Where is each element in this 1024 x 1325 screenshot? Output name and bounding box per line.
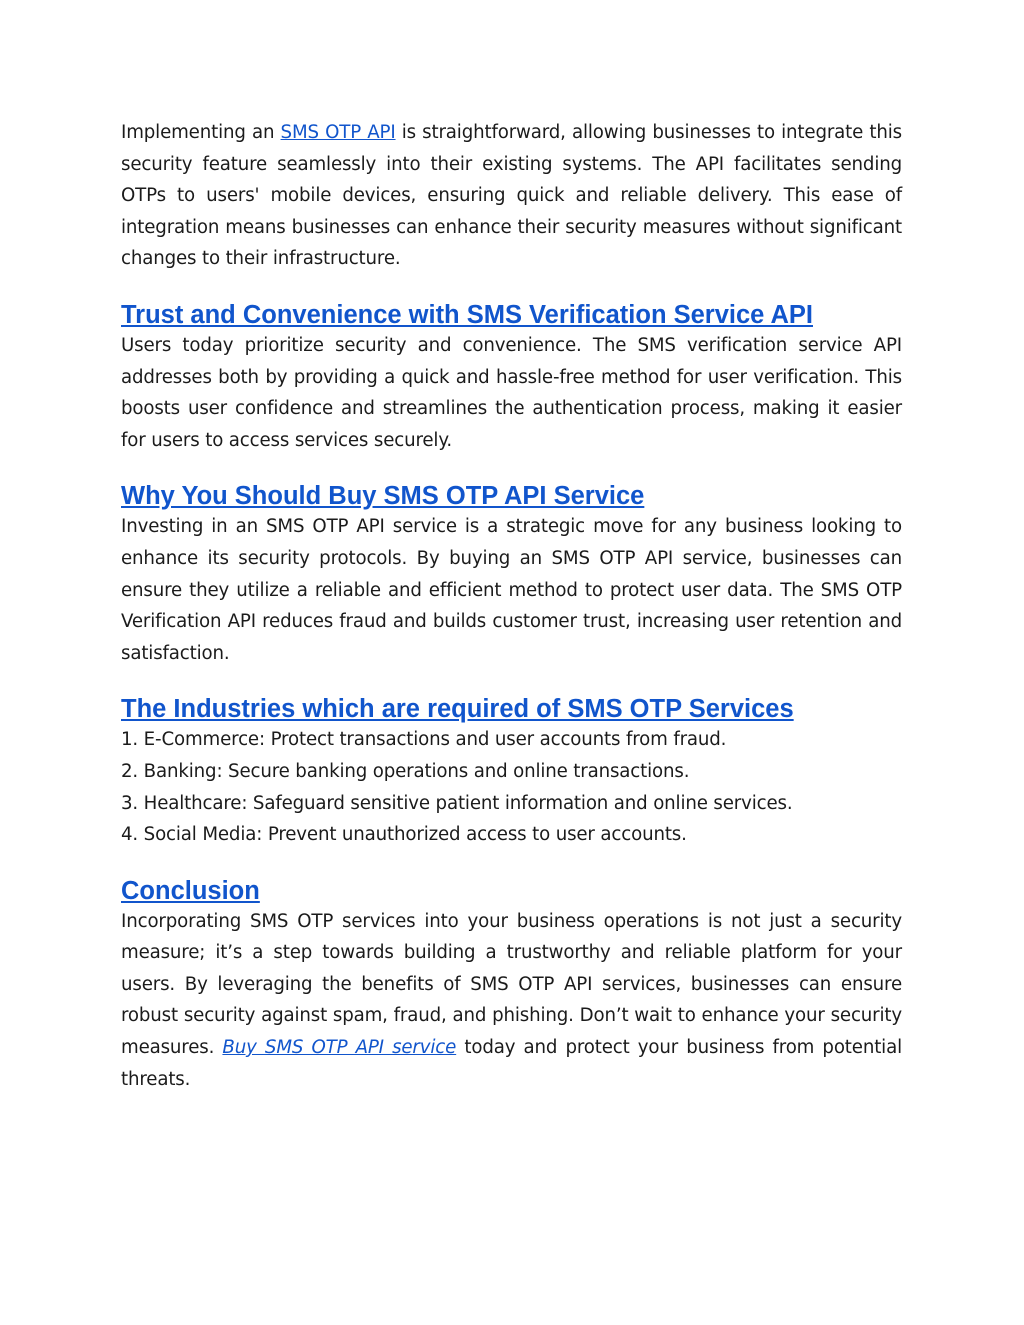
list-item: 3. Healthcare: Safeguard sensitive patient information and online services. [121,792,793,814]
why-buy-paragraph: Investing in an SMS OTP API service is a strategic move for any business looking to enhance its security protocols. By buying an SMS OTP API service, businesses can ensure they utilize a reliable and efficient method to protect user data. The SMS OTP Verification API reduces fraud and builds customer trust, increasing user retention and satisfaction. [121,516,902,664]
intro-paragraph [121,117,902,275]
document-page [121,117,902,1095]
spacer [121,669,902,694]
conclusion-text-end: today and protect your business from potential threats. [121,1037,902,1090]
heading-industries[interactable]: The Industries which are required of SMS OTP Services [121,695,794,724]
intro-text-end: is straightforward, allowing businesses to integrate this security feature seamlessly into their existing systems. The API facilitates sending OTPs to users' mobile devices, ensuring quick and reliable delivery. This ease of integration means businesses can enhance their security measures without significant changes to their infrastructure. [121,122,902,270]
heading-trust-convenience[interactable]: Trust and Convenience with SMS Verification Service API [121,300,813,329]
industries-list [121,724,902,850]
list-item: 4. Social Media: Prevent unauthorized access to user accounts. [121,824,687,846]
conclusion-text-start: Incorporating SMS OTP services into your business operations is not just a security measure; it’s a step towards building a trustworthy and reliable platform for your users. By leveraging the benefits of SMS OTP API services, businesses can ensure robust security against spam, fraud, and phishing. Don’t wait to enhance your security measures. [121,910,902,1059]
list-item: 1. E-Commerce: Protect transactions and user accounts from fraud. [121,729,727,751]
spacer [121,456,902,481]
buy-sms-otp-api-service-link[interactable]: Buy SMS OTP API service [222,1037,457,1059]
intro-text-start: Implementing an [121,122,281,143]
spacer [121,851,902,876]
list-item: 2. Banking: Secure banking operations and online transactions. [121,760,690,782]
spacer [121,275,902,300]
heading-conclusion[interactable]: Conclusion [121,876,260,905]
trust-convenience-paragraph: Users today prioritize security and convenience. The SMS verification service API addresses both by providing a quick and hassle-free method for user verification. This boosts user confidence and streamlines the authentication process, making it easier for users to access services securely. [121,334,902,451]
sms-otp-api-link[interactable]: SMS OTP API [280,122,396,143]
conclusion-paragraph [121,906,902,1096]
heading-why-buy[interactable]: Why You Should Buy SMS OTP API Service [121,482,645,511]
